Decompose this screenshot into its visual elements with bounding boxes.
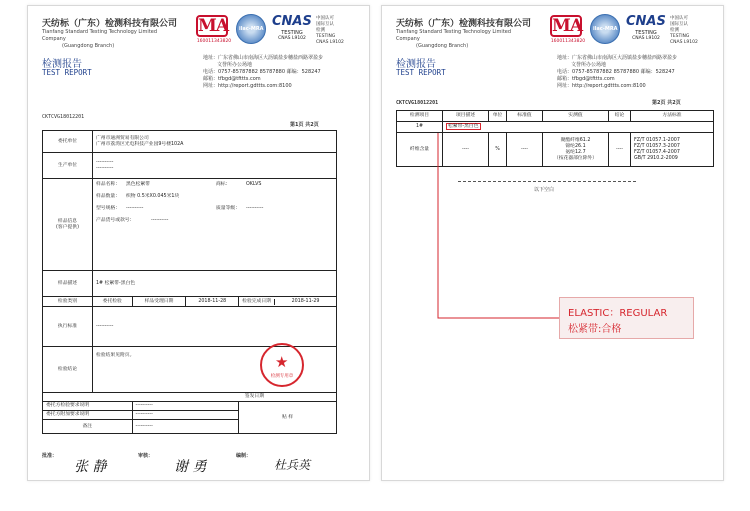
cnas-text: CNAS	[626, 14, 666, 29]
maker-cell	[93, 153, 337, 179]
stamp-text: 检测专用章	[270, 374, 294, 379]
company-en-line1: Tianfang Standard Testing Technology Limited Company	[42, 29, 158, 42]
remark-value-1: ----------	[132, 402, 239, 411]
client-cell	[93, 131, 337, 153]
cnas-number: CNAS L9102	[632, 36, 660, 41]
sample-info-label	[43, 179, 93, 271]
company-en-line2: (Guangdong Branch)	[416, 43, 469, 49]
side-note: 国际互认	[316, 22, 334, 27]
brand-label: 商标：	[216, 182, 231, 187]
phone: 电话：0757-85787882 85787880 邮编：528247	[557, 69, 675, 75]
recv-date: 2018-11-28	[186, 297, 239, 307]
report-title-en: TEST REPORT	[396, 68, 446, 77]
finish-label: 检验完成日期	[239, 299, 275, 305]
company-contact	[203, 55, 363, 90]
website: 网址：http://report.gdttts.com:8100	[203, 83, 292, 89]
approve-signature: 张 静	[74, 459, 107, 475]
sample-name-label: 样品名称：	[96, 182, 120, 187]
side-note: TESTING	[670, 34, 690, 39]
col-header: 单位	[489, 111, 507, 122]
client-address: 广州市荔湾区光电科技产业园9号楼102A	[96, 141, 184, 147]
company-name-cn: 天纺标（广东）检测科技有限公司	[42, 19, 178, 29]
remark-value-2: ----------	[132, 411, 239, 420]
make-label: 编制：	[236, 453, 252, 459]
ilac-text: ilac-MRA	[593, 26, 618, 32]
measured-value: （按花器部位除外）	[553, 155, 598, 161]
item-name: 纤维含量	[397, 133, 443, 167]
report-page-1	[27, 5, 370, 481]
make-signature: 杜兵英	[274, 458, 311, 472]
measured-value: 锦纶26.1	[565, 143, 586, 149]
ilac-mra-logo-icon	[590, 14, 620, 44]
end-divider	[458, 181, 636, 182]
sign-date-label: 签发日期	[244, 394, 264, 399]
callout-line-cn: 松紧带:合格	[568, 324, 622, 335]
maker-value: ----------	[96, 159, 114, 165]
test-type: 委托检验	[93, 297, 133, 307]
result-callout	[559, 297, 694, 339]
remark-value-3: ----------	[132, 420, 239, 434]
star-icon: ★	[275, 353, 289, 371]
report-info-table	[42, 130, 337, 434]
ma-logo-icon: MA 160011343820	[550, 16, 586, 44]
side-note: TESTING	[316, 34, 336, 39]
measured-value: 聚酯纤维61.2	[560, 137, 591, 143]
client-label: 委托单位	[43, 131, 93, 153]
ma-logo-icon: MA 160011343820	[196, 16, 232, 44]
side-note: 国际互认	[670, 22, 688, 27]
report-number: CKTCVG18012201	[396, 100, 439, 106]
side-note: 检测	[316, 28, 325, 33]
sample-photo-cell: 贴 样	[239, 402, 337, 434]
measured-cell	[543, 133, 609, 167]
report-page-2	[381, 5, 724, 481]
std-label: 执行标准	[43, 307, 93, 347]
sample-name: 黑色松紧带	[126, 182, 150, 187]
qty-label: 样品数量：	[96, 194, 120, 199]
ilac-text: ilac-MRA	[239, 26, 264, 32]
sample-name-cell	[443, 122, 714, 133]
side-note: 检测	[670, 28, 679, 33]
company-name-en	[42, 29, 172, 50]
address: 地址：广东省佛山市南海区大沥镇盐步穗盐西路翠盈步	[557, 55, 678, 61]
grade-label: 质量等级：	[216, 206, 240, 211]
official-seal-stamp	[260, 343, 304, 387]
item-desc: ----	[443, 133, 489, 167]
col-header: 项目描述	[443, 111, 489, 122]
finish-cell	[239, 297, 337, 307]
sku: ----------	[151, 218, 169, 223]
cnas-number: CNAS L9102	[278, 36, 306, 41]
ma-number: 160011343820	[196, 39, 232, 44]
sample-info-cell	[93, 179, 337, 271]
ma-number: 160011343820	[550, 39, 586, 44]
type-label: 检验类别	[43, 297, 93, 307]
brand: OKLVS	[246, 182, 262, 187]
conclusion-label: 检验结论	[43, 347, 93, 393]
side-note: CNAS L9102	[670, 40, 698, 45]
report-number: CKTCVG18012201	[42, 114, 85, 120]
col-header: 检测项目	[397, 111, 443, 122]
col-header: 实测值	[543, 111, 609, 122]
cnas-testing: TESTING	[281, 30, 303, 36]
company-contact	[557, 55, 717, 90]
page-number: 第1页 共2页	[290, 122, 319, 128]
address-line2: 文誉所办公场地	[217, 62, 253, 68]
method-cell	[631, 133, 714, 167]
row-conclusion: ----	[609, 133, 631, 167]
cnas-testing: TESTING	[635, 30, 657, 36]
sample-id: 1#	[397, 122, 443, 133]
results-table	[396, 110, 714, 167]
sign-date-row	[43, 393, 337, 402]
maker-value: ----------	[96, 165, 114, 171]
side-note: 中国认可	[316, 16, 334, 21]
end-of-report: 以下空白	[534, 187, 555, 193]
address: 地址：广东省佛山市南海区大沥镇盐步穗盐西路翠盈步	[203, 55, 324, 61]
review-signature: 谢 勇	[174, 459, 207, 475]
method-standard: FZ/T 01057.3-2007	[634, 143, 680, 149]
remark-label-2: 委托方附加要求说明	[43, 411, 133, 420]
address-line2: 文誉所办公场地	[571, 62, 607, 68]
report-title-en: TEST REPORT	[42, 68, 92, 77]
company-name-cn: 天纺标（广东）检测科技有限公司	[396, 19, 532, 29]
remark-label-3: 备注	[43, 420, 133, 434]
callout-line-en: ELASTIC：REGULAR	[568, 308, 668, 319]
website: 网址：http://report.gdttts.com:8100	[557, 83, 646, 89]
sample-desc: 1# 松紧带-黑白色	[93, 271, 337, 297]
phone: 电话：0757-85787882 85787880 邮编：528247	[203, 69, 321, 75]
accreditation-notes	[316, 16, 356, 46]
sample-info-sub: (客户提供)	[56, 224, 79, 230]
exec-standard: ----------	[93, 307, 337, 347]
desc-label: 样品描述	[43, 271, 93, 297]
ilac-mra-logo-icon	[236, 14, 266, 44]
model-label: 型号规格：	[96, 206, 120, 211]
finish-date: 2018-11-29	[291, 298, 320, 304]
col-header: 结论	[609, 111, 631, 122]
sample-qty: 织物 0.5米X0.045米1块	[126, 194, 180, 199]
cnas-logo-icon	[272, 14, 312, 46]
method-standard: GB/T 2910.2-2009	[634, 155, 678, 161]
sample-name: 松紧带-黑白色	[448, 124, 479, 129]
approve-label: 批准：	[42, 453, 58, 459]
measured-value: 氨纶12.7	[565, 149, 586, 155]
cnas-logo-icon	[626, 14, 666, 46]
side-note: 中国认可	[670, 16, 688, 21]
model: ----------	[126, 206, 144, 211]
company-en-line2: (Guangdong Branch)	[62, 43, 115, 49]
email: 邮箱：tfbgd@tfttts.com	[203, 76, 261, 82]
sample-info-title: 样品信息	[57, 218, 78, 224]
remark-label-1: 委托方检验要求说明	[43, 402, 133, 411]
method-standard: FZ/T 01057.4-2007	[634, 149, 680, 155]
page-number: 第2页 共2页	[652, 100, 681, 106]
client-name: 广州市通洲贸易有限公司	[96, 135, 149, 141]
company-en-line1: Tianfang Standard Testing Technology Limited Company	[396, 29, 512, 42]
company-name-en	[396, 29, 526, 50]
std-value: ----	[507, 133, 543, 167]
email: 邮箱：tfbgd@tfttts.com	[557, 76, 615, 82]
cnas-text: CNAS	[272, 14, 312, 29]
conclusion-text: 检验结果见附页。	[96, 353, 135, 358]
sku-label: 产品货号或款号：	[96, 218, 135, 223]
maker-label: 生产单位	[43, 153, 93, 179]
unit: %	[489, 133, 507, 167]
report-title-cn: 检测报告	[42, 59, 82, 70]
side-note: CNAS L9102	[316, 40, 344, 45]
recv-label: 样品受理日期	[132, 297, 186, 307]
review-label: 审核：	[138, 453, 154, 459]
method-standard: FZ/T 01057.1-2007	[634, 137, 680, 143]
report-title-cn: 检测报告	[396, 59, 436, 70]
col-header: 标准值	[507, 111, 543, 122]
grade: ----------	[246, 206, 264, 211]
accreditation-notes	[670, 16, 710, 46]
col-header: 方法标准	[631, 111, 714, 122]
